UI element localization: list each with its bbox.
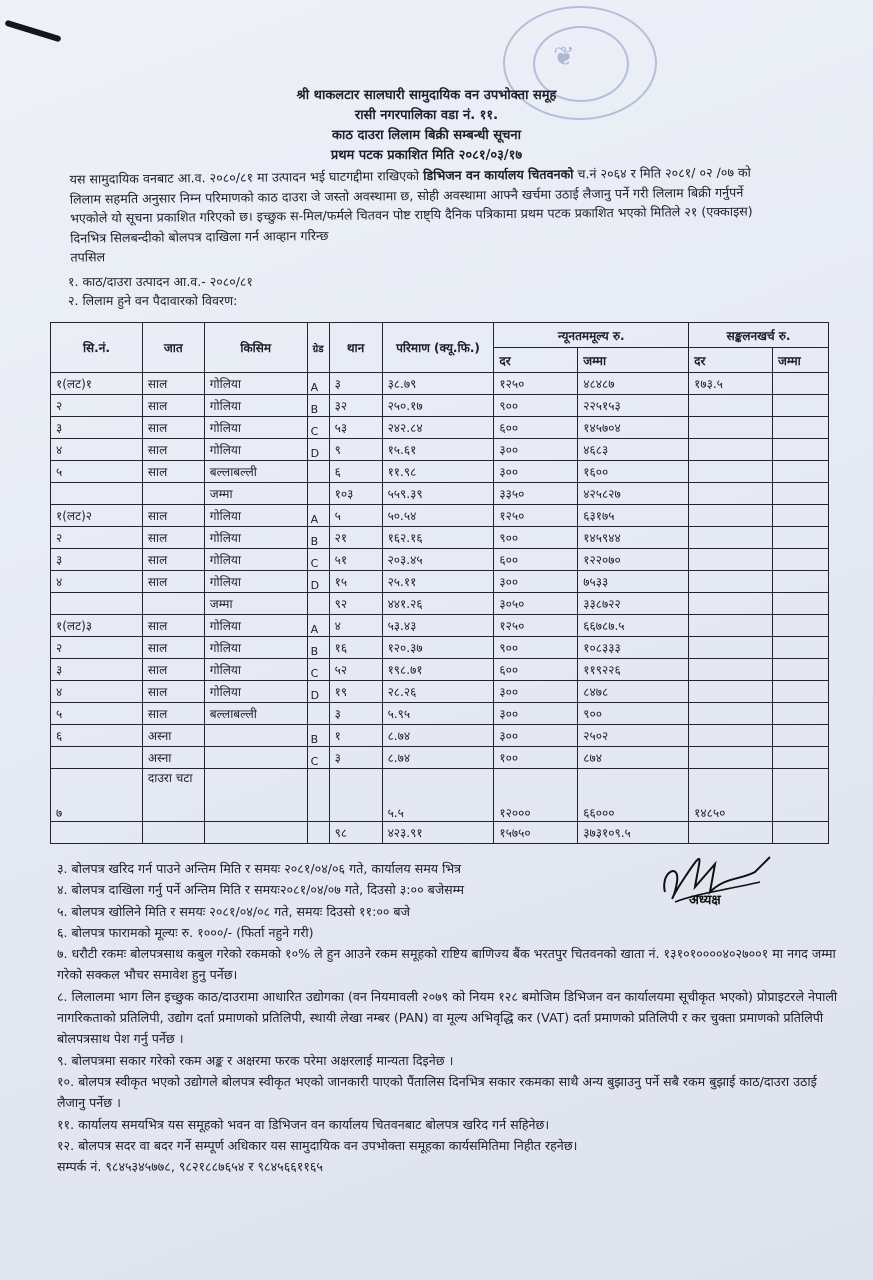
pen-mark — [4, 20, 61, 43]
cell-grade — [307, 461, 329, 483]
cell-sn: २ — [51, 637, 143, 659]
table-row — [51, 527, 829, 549]
cell-c-rate — [689, 747, 773, 769]
cell-type — [204, 822, 307, 844]
cell-rate: ६०० — [494, 417, 578, 439]
cell-rate: ३०० — [494, 681, 578, 703]
cell-c-rate: १७३.५ — [689, 373, 773, 395]
cell-pieces: १६ — [329, 637, 382, 659]
cell-type: गोलिया — [204, 417, 307, 439]
cell-type: गोलिया — [204, 395, 307, 417]
cell-sn: ४ — [51, 571, 143, 593]
cell-species: अस्ना — [142, 747, 204, 769]
cell-total: ४६८३ — [578, 439, 689, 461]
cell-type: गोलिया — [204, 659, 307, 681]
cell-rate: ३०० — [494, 703, 578, 725]
cell-pieces: १५ — [329, 571, 382, 593]
table-row — [51, 637, 829, 659]
col-min-price: न्यूनतममूल्य रु. — [494, 323, 689, 348]
cell-c-rate — [689, 505, 773, 527]
intro-text-a: यस सामुदायिक वनबाट आ.व. २०८०/८१ मा उत्पादन भई घाटगद्दीमा राखिएको — [69, 168, 420, 187]
cell-species — [142, 483, 204, 505]
cell-rate: ९०० — [494, 395, 578, 417]
cell-rate: १२००० — [494, 769, 578, 822]
cell-c-total — [773, 725, 829, 747]
cell-volume: १५.६१ — [382, 439, 494, 461]
cell-grade: B — [307, 725, 329, 747]
cell-type: जम्मा — [204, 593, 307, 615]
cell-pieces: ९२ — [329, 593, 382, 615]
cell-sn — [51, 822, 143, 844]
cell-pieces: ५ — [329, 505, 382, 527]
table-row — [51, 681, 829, 703]
cell-rate: ९०० — [494, 527, 578, 549]
table-row — [51, 395, 829, 417]
cell-grade: C — [307, 549, 329, 571]
cell-type: गोलिया — [204, 373, 307, 395]
cell-sn: ७ — [51, 769, 143, 822]
cell-c-rate — [689, 637, 773, 659]
cell-c-rate — [689, 549, 773, 571]
published-date: प्रथम पटक प्रकाशित मिति २०८१/०३/१७ — [330, 148, 523, 163]
cell-total: ३३८७२२ — [578, 593, 689, 615]
cell-species: साल — [142, 681, 204, 703]
cell-grade: D — [307, 681, 329, 703]
table-row — [51, 549, 829, 571]
cell-c-rate — [689, 615, 773, 637]
cell-pieces: ९ — [329, 439, 382, 461]
cell-rate: १५७५० — [494, 822, 578, 844]
item-1: १. काठ/दाउरा उत्पादन आ.व.- २०८०/८१ — [68, 274, 253, 289]
intro-paragraph — [70, 162, 776, 267]
cell-sn: २ — [51, 527, 143, 549]
cell-c-rate — [689, 439, 773, 461]
cell-grade: B — [307, 527, 329, 549]
cell-species: अस्ना — [142, 725, 204, 747]
table-row — [51, 615, 829, 637]
cell-volume: १२०.३७ — [382, 637, 494, 659]
top-items — [68, 272, 253, 310]
condition-item: सम्पर्क नं. ९८४५३४५७७८, ९८२१८८७६५४ र ९८४५६६११६५ — [57, 1159, 323, 1175]
cell-sn: ६ — [51, 725, 143, 747]
cell-c-total — [773, 593, 829, 615]
cell-volume: ५३.४३ — [382, 615, 494, 637]
condition-item: ११. कार्यालय समयभित्र यस समूहको भवन वा डिभिजन वन कार्यालय चितवनबाट बोलपत्र खरिद गर्न सहिनेछ। — [57, 1116, 550, 1132]
col-sn: सि.नं. — [51, 323, 143, 373]
cell-volume: २५०.१७ — [382, 395, 494, 417]
cell-species: साल — [142, 527, 204, 549]
cell-type: गोलिया — [204, 681, 307, 703]
cell-grade — [307, 703, 329, 725]
cell-pieces: ५१ — [329, 549, 382, 571]
cell-species: साल — [142, 615, 204, 637]
cell-total: ६६७८७.५ — [578, 615, 689, 637]
cell-rate: १०० — [494, 747, 578, 769]
condition-item: ९. बोलपत्रमा सकार गरेको रकम अङ्क र अक्षरमा फरक परेमा अक्षरलाई मान्यता दिइनेछ । — [57, 1052, 454, 1068]
cell-sn: ४ — [51, 681, 143, 703]
cell-grade: B — [307, 637, 329, 659]
table-row — [51, 439, 829, 461]
cell-grade — [307, 483, 329, 505]
table-row — [51, 703, 829, 725]
cell-c-total — [773, 527, 829, 549]
cell-c-rate — [689, 527, 773, 549]
cell-volume: ५०.५४ — [382, 505, 494, 527]
cell-volume: ५.५ — [382, 769, 494, 822]
table-row — [51, 483, 829, 505]
cell-grade: D — [307, 571, 329, 593]
cell-sn — [51, 593, 143, 615]
cell-c-rate — [689, 395, 773, 417]
cell-species: साल — [142, 461, 204, 483]
cell-pieces: ५२ — [329, 659, 382, 681]
cell-rate: ३०० — [494, 725, 578, 747]
cell-c-rate — [689, 822, 773, 844]
cell-c-rate — [689, 681, 773, 703]
col-total: जम्मा — [578, 348, 689, 373]
cell-c-rate — [689, 417, 773, 439]
cell-pieces: ३२ — [329, 395, 382, 417]
cell-species — [142, 593, 204, 615]
cell-volume: ५५९.३९ — [382, 483, 494, 505]
col-cost: सङ्कलनखर्च रु. — [689, 323, 829, 348]
cell-c-rate: १४८५० — [689, 769, 773, 822]
cell-volume: २०३.४५ — [382, 549, 494, 571]
cell-sn — [51, 747, 143, 769]
table-body — [51, 373, 829, 844]
cell-rate: ३०० — [494, 461, 578, 483]
tree-emblem-icon: ❦ — [553, 42, 575, 72]
col-volume: परिमाण (क्यू.फि.) — [382, 323, 494, 373]
cell-c-total — [773, 822, 829, 844]
signature-title: अध्यक्ष — [689, 893, 721, 908]
cell-sn: ५ — [51, 703, 143, 725]
cell-volume: ४४१.२६ — [382, 593, 494, 615]
notice-title: काठ दाउरा लिलाम बिक्री सम्बन्धी सूचना — [332, 128, 521, 143]
cell-rate: ६०० — [494, 549, 578, 571]
cell-pieces: १०३ — [329, 483, 382, 505]
cell-type: गोलिया — [204, 505, 307, 527]
cell-total: १४५७०४ — [578, 417, 689, 439]
cell-type: जम्मा — [204, 483, 307, 505]
cell-volume: ४२३.९१ — [382, 822, 494, 844]
col-cost-total: जम्मा — [773, 348, 829, 373]
cell-total: १४५९४४ — [578, 527, 689, 549]
cell-pieces: १९ — [329, 681, 382, 703]
cell-species: साल — [142, 659, 204, 681]
cell-pieces: ३ — [329, 703, 382, 725]
cell-species: साल — [142, 395, 204, 417]
cell-c-total — [773, 439, 829, 461]
cell-pieces: ६ — [329, 461, 382, 483]
cell-volume: २४२.८४ — [382, 417, 494, 439]
cell-type: गोलिया — [204, 615, 307, 637]
cell-grade: A — [307, 373, 329, 395]
cell-c-total — [773, 703, 829, 725]
cell-type: बल्लाबल्ली — [204, 703, 307, 725]
cell-type: गोलिया — [204, 549, 307, 571]
cell-volume: ११.९८ — [382, 461, 494, 483]
cell-total: १०८३३३ — [578, 637, 689, 659]
cell-grade: A — [307, 615, 329, 637]
org-name: श्री थाकलटार सालघारी सामुदायिक वन उपभोक्ता समूह — [296, 88, 557, 103]
cell-c-rate — [689, 461, 773, 483]
cell-c-total — [773, 549, 829, 571]
cell-total: ६३१७५ — [578, 505, 689, 527]
cell-total: १६०० — [578, 461, 689, 483]
col-species: जात — [142, 323, 204, 373]
cell-volume: ८.७४ — [382, 725, 494, 747]
cell-sn: १(लट)१ — [51, 373, 143, 395]
cell-species: साल — [142, 439, 204, 461]
cell-c-rate — [689, 483, 773, 505]
cell-sn: २ — [51, 395, 143, 417]
cell-total: ४२५८२७ — [578, 483, 689, 505]
cell-sn — [51, 483, 143, 505]
cell-sn: ३ — [51, 659, 143, 681]
cell-c-rate — [689, 571, 773, 593]
table-row — [51, 505, 829, 527]
cell-pieces — [329, 769, 382, 822]
cell-total: ७५३३ — [578, 571, 689, 593]
cell-c-total — [773, 659, 829, 681]
cell-c-total — [773, 747, 829, 769]
cell-grade: D — [307, 439, 329, 461]
condition-item: ३. बोलपत्र खरिद गर्न पाउने अन्तिम मिति र समयः २०८१/०४/०६ गते, कार्यालय समय भित्र — [57, 861, 462, 876]
cell-volume: ५.९५ — [382, 703, 494, 725]
cell-pieces: ३ — [329, 747, 382, 769]
cell-pieces: ३ — [329, 373, 382, 395]
cell-c-total — [773, 769, 829, 822]
table-row — [51, 461, 829, 483]
cell-species: साल — [142, 373, 204, 395]
cell-c-total — [773, 637, 829, 659]
notice-header — [0, 86, 873, 166]
cell-pieces: ४ — [329, 615, 382, 637]
condition-item: ७. धरौटी रकमः बोलपत्रसाथ कबुल गरेको रकमको १०% ले हुन आउने रकम समूहको राष्टिय बाणिज्य बैंक भरतपुर चितवनको खाता नं. १३१०१००००४०२७००१ मा नगद जम्मा गरेको सक्कल भौचर समावेश हुनु पर्नेछ। — [57, 946, 836, 983]
cell-sn: ४ — [51, 439, 143, 461]
item-2: २. लिलाम हुने वन पैदावारको विवरण: — [68, 293, 238, 308]
cell-grade — [307, 593, 329, 615]
table-row — [51, 417, 829, 439]
cell-total: ३७३१०९.५ — [578, 822, 689, 844]
cell-c-rate — [689, 703, 773, 725]
cell-grade — [307, 822, 329, 844]
cell-species: साल — [142, 505, 204, 527]
cell-grade: C — [307, 659, 329, 681]
cell-c-total — [773, 681, 829, 703]
cell-total: ८४७८ — [578, 681, 689, 703]
cell-rate: ३०५० — [494, 593, 578, 615]
table-row — [51, 725, 829, 747]
cell-total: ९०० — [578, 703, 689, 725]
cell-sn: १(लट)२ — [51, 505, 143, 527]
cell-species: साल — [142, 571, 204, 593]
intro-text-office: डिभिजन वन कार्यालय चितवनको — [423, 166, 574, 183]
cell-c-total — [773, 395, 829, 417]
cell-rate: १२५० — [494, 615, 578, 637]
cell-total: १२२०७० — [578, 549, 689, 571]
cell-c-total — [773, 373, 829, 395]
cell-rate: १२५० — [494, 373, 578, 395]
cell-total: ८७४ — [578, 747, 689, 769]
org-address: रासी नगरपालिका वडा नं. ११. — [354, 108, 499, 123]
cell-c-total — [773, 483, 829, 505]
cell-pieces: १ — [329, 725, 382, 747]
col-pieces: थान — [329, 323, 382, 373]
cell-rate: ३०० — [494, 571, 578, 593]
cell-volume: १६२.१६ — [382, 527, 494, 549]
cell-total: ४८४८७ — [578, 373, 689, 395]
cell-c-total — [773, 505, 829, 527]
cell-type — [204, 725, 307, 747]
cell-grade: C — [307, 747, 329, 769]
signature-icon — [655, 852, 775, 912]
cell-grade — [307, 769, 329, 822]
cell-grade: B — [307, 395, 329, 417]
cell-total: २२५१५३ — [578, 395, 689, 417]
cell-pieces: २१ — [329, 527, 382, 549]
col-type: किसिम — [204, 323, 307, 373]
condition-item: ५. बोलपत्र खोलिने मिति र समयः २०८१/०४/०८ गते, समयः दिउसो ११:०० बजे — [57, 903, 410, 919]
table-row — [51, 593, 829, 615]
cell-total: ११९२२६ — [578, 659, 689, 681]
col-rate: दर — [494, 348, 578, 373]
cell-rate: ३३५० — [494, 483, 578, 505]
cell-sn: १(लट)३ — [51, 615, 143, 637]
cell-type: गोलिया — [204, 637, 307, 659]
cell-species — [142, 822, 204, 844]
cell-volume: ८.७४ — [382, 747, 494, 769]
cell-pieces: ५३ — [329, 417, 382, 439]
condition-item: १०. बोलपत्र स्वीकृत भएको उद्योगले बोलपत्र स्वीकृत भएको जानकारी पाएको पैंतालिस दिनभित्र सकार रकमका साथै अन्य बुझाउनु पर्ने सबै रकम बुझाई काठ/दाउरा उठाई लैजानु पर्नेछ । — [57, 1073, 817, 1111]
table-row — [51, 822, 829, 844]
cell-rate: ३०० — [494, 439, 578, 461]
cell-total: ६६००० — [578, 769, 689, 822]
cell-sn: ३ — [51, 549, 143, 571]
cell-type: बल्लाबल्ली — [204, 461, 307, 483]
cell-species: दाउरा चटा — [142, 769, 204, 822]
intro-text-c: च.नं २०६४ र मिति २०८१/ ०२ /०७ को लिलाम सहमति अनुसार निम्न परिमाणको काठ दाउरा जे जस्तो अवस्थामा छ, सोही अवस्थामा आफ्नै खर्चमा उठाई लैजानु पर्ने गरी लिलाम बिक्री गर्नुपर्ने भएकोले यो सूचना प्रकाशित गरिएको छ। इच्छुक स-मिल/फर्मले चितवन पोष्ट राष्ट्यि दैनिक पत्रिकामा प्रथम पटक प्रकाशित भएको मितिले २१ (एक्काइस) दिनभित्र सिलबन्दीको बोलपत्र दाखिला गर्न आव्हान गरिन्छ — [69, 164, 753, 246]
cell-species: साल — [142, 703, 204, 725]
tapasil-label: तपसिल — [70, 249, 106, 265]
table-row — [51, 571, 829, 593]
auction-table — [50, 322, 829, 844]
cell-volume: २५.११ — [382, 571, 494, 593]
cell-pieces: ९८ — [329, 822, 382, 844]
table-row — [51, 747, 829, 769]
cell-type: गोलिया — [204, 439, 307, 461]
cell-sn: ५ — [51, 461, 143, 483]
cell-species: साल — [142, 417, 204, 439]
table-row — [51, 769, 829, 822]
cell-sn: ३ — [51, 417, 143, 439]
cell-rate: १२५० — [494, 505, 578, 527]
table-row — [51, 659, 829, 681]
cell-c-rate — [689, 593, 773, 615]
cell-species: साल — [142, 637, 204, 659]
condition-item: ६. बोलपत्र फारामको मूल्यः रु. १०००/- (फिर्ता नहुने गरी) — [57, 924, 314, 940]
col-grade: ग्रेड — [307, 323, 329, 373]
cell-c-total — [773, 417, 829, 439]
cell-c-total — [773, 571, 829, 593]
cell-type — [204, 769, 307, 822]
cell-volume: १९८.७१ — [382, 659, 494, 681]
condition-item: ८. लिलालमा भाग लिन इच्छुक काठ/दाउरामा आधारित उद्योगका (वन नियमावली २०७९ को नियम १२८ बमोजिम डिभिजन वन कार्यालयमा सूचीकृत भएको) प्रोप्राइटरले नेपाली नागरिकताको प्रतिलिपी, उद्योग दर्ता प्रमाणको प्रतिलिपी, स्थायी लेखा नम्बर (PAN) वा मूल्य अभिवृद्धि कर (VAT) दर्ता प्रमाणको प्रतिलिपी र कर चुक्ता प्रमाणको प्रतिलिपी बोलपत्रसाथ पेश गर्नु पर्नेछ । — [57, 988, 838, 1047]
cell-rate: ९०० — [494, 637, 578, 659]
cell-species: साल — [142, 549, 204, 571]
cell-grade: C — [307, 417, 329, 439]
cell-c-total — [773, 461, 829, 483]
cell-volume: ३८.७९ — [382, 373, 494, 395]
cell-type: गोलिया — [204, 571, 307, 593]
cell-c-total — [773, 615, 829, 637]
cell-rate: ६०० — [494, 659, 578, 681]
cell-grade: A — [307, 505, 329, 527]
cell-c-rate — [689, 725, 773, 747]
cell-type — [204, 747, 307, 769]
cell-volume: २८.२६ — [382, 681, 494, 703]
condition-item: १२. बोलपत्र सदर वा बदर गर्ने सम्पूर्ण अधिकार यस सामुदायिक वन उपभोक्ता समूहका कार्यसमितिमा निहीत रहनेछ। — [57, 1137, 578, 1153]
condition-item: ४. बोलपत्र दाखिला गर्नु पर्ने अन्तिम मिति र समयः२०८१/०४/०७ गते, दिउसो ३:०० बजेसम्म — [57, 882, 464, 898]
cell-type: गोलिया — [204, 527, 307, 549]
cell-total: २५०२ — [578, 725, 689, 747]
col-cost-rate: दर — [689, 348, 773, 373]
cell-c-rate — [689, 659, 773, 681]
table-row — [51, 373, 829, 395]
